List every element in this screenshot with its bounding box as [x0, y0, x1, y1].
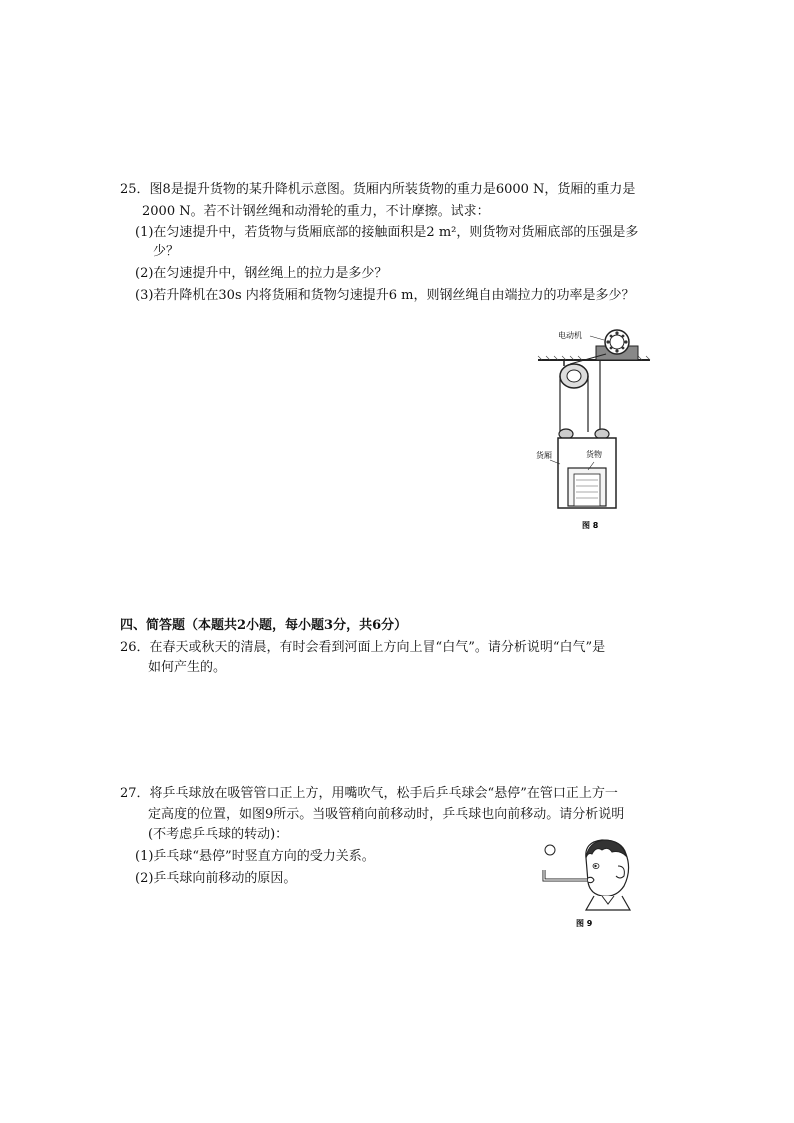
figure-9: [536, 836, 636, 932]
figure-8-caption: 图 8: [582, 521, 599, 530]
straw-outer: [544, 870, 588, 880]
pingpong-ball: [545, 845, 555, 855]
q27-line2: 定高度的位置，如图9所示。当吸管稍向前移动时，乒乓球也向前移动。请分析说明: [148, 807, 625, 822]
boy-mouth: [588, 877, 594, 882]
q25-part1-line2: 少？: [153, 244, 180, 259]
boy-shirt: [586, 896, 630, 910]
motor-label-leader: [590, 336, 604, 340]
q25-line1: 25．图8是提升货物的某升降机示意图。货厢内所装货物的重力是6000 N，货厢的重力是: [120, 182, 636, 197]
figure-8: [534, 326, 654, 536]
q25-part3: (3)若升降机在30s 内将货厢和货物匀速提升6 m，则钢丝绳自由端拉力的功率是多少？: [135, 288, 635, 303]
q26-line1: 26．在春天或秋天的清晨，有时会看到河面上方向上冒“白气”。请分析说明“白气”是: [120, 640, 606, 655]
goods-label: 货物: [586, 450, 602, 459]
goods-inner: [574, 474, 600, 506]
q27-line3: (不考虑乒乓球的转动)：: [148, 827, 289, 842]
fixed-pulley-axle: [567, 370, 581, 382]
motor-label: 电动机: [558, 331, 582, 340]
figure-9-caption: 图 9: [576, 919, 593, 928]
q25-part2: (2)在匀速提升中，钢丝绳上的拉力是多少？: [135, 266, 388, 281]
pingpong-diagram: [536, 836, 636, 932]
q26-line2: 如何产生的。: [148, 660, 227, 675]
q27-part1: (1)乒乓球“悬停”时竖直方向的受力关系。: [135, 849, 375, 864]
elevator-diagram: [534, 326, 654, 536]
q25-line2: 2000 N。若不计钢丝绳和动滑轮的重力，不计摩擦。试求：: [142, 204, 490, 219]
boy-pupil: [594, 865, 596, 867]
q27-line1: 27．将乒乓球放在吸管管口正上方，用嘴吹气，松手后乒乓球会“悬停”在管口正上方一: [120, 786, 618, 801]
q27-part2: (2)乒乓球向前移动的原因。: [135, 871, 297, 886]
section4-heading: 四、简答题（本题共2小题，每小题3分，共6分）: [120, 618, 408, 633]
cabin-label: 货厢: [536, 451, 552, 460]
q25-part1-line1: (1)在匀速提升中，若货物与货厢底部的接触面积是2 m²，则货物对货厢底部的压强是多: [135, 225, 639, 240]
